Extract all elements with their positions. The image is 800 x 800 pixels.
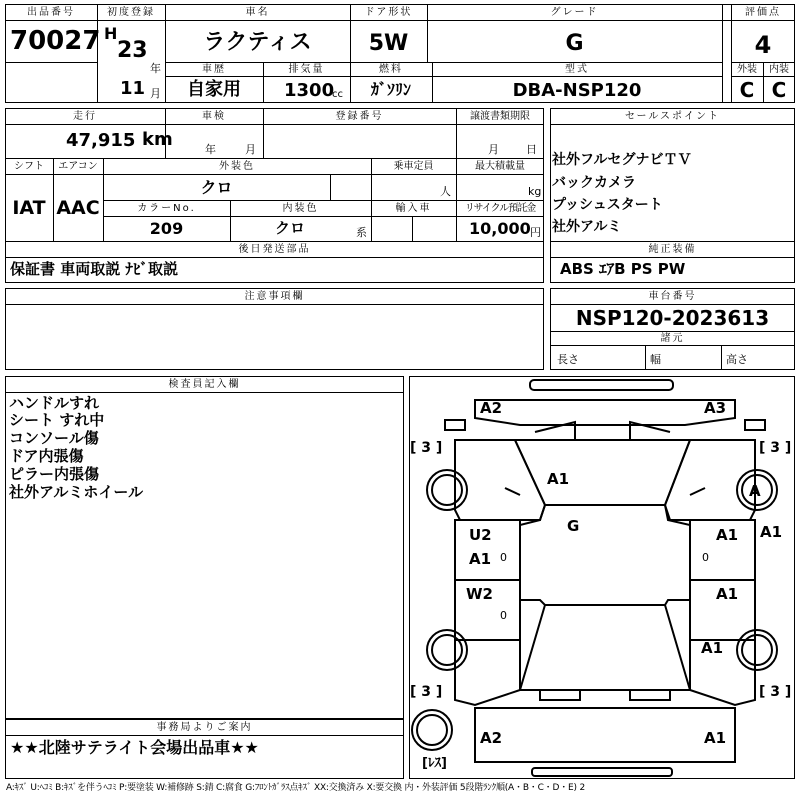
inspector-note: コンソール傷 bbox=[9, 429, 99, 447]
inspector-note: ドア内張傷 bbox=[9, 447, 84, 465]
transfer-day: 日 bbox=[526, 143, 537, 156]
capacity-label: 乗車定員 bbox=[393, 161, 434, 172]
later-label: 後日発送部品 bbox=[238, 244, 311, 255]
sales-item: 社外アルミ bbox=[552, 219, 622, 235]
fuel: ｶﾞｿﾘﾝ bbox=[370, 80, 411, 99]
front-bumper bbox=[530, 380, 673, 390]
color-label: 外装色 bbox=[219, 161, 255, 172]
color-no: 209 bbox=[149, 219, 184, 238]
rear-window bbox=[520, 605, 690, 690]
sales-label: セールスポイント bbox=[624, 111, 721, 122]
equip-label: 純正装備 bbox=[648, 244, 697, 255]
load-unit: kg bbox=[528, 185, 542, 198]
window-mark: 0 bbox=[500, 609, 507, 622]
left-front-fender bbox=[455, 440, 545, 520]
office-label: 事務局よりご案内 bbox=[156, 722, 253, 733]
insp-month-unit: 月 bbox=[245, 143, 256, 156]
ext-score: C bbox=[739, 78, 755, 102]
damage-mark: G bbox=[567, 517, 580, 535]
shift-label: シフト bbox=[14, 161, 44, 172]
disp-label: 排気量 bbox=[288, 64, 325, 75]
int-color-label: 内装色 bbox=[282, 203, 319, 214]
color-no-label: カラーNo. bbox=[137, 203, 196, 214]
tire-tread: [ 3 ] bbox=[410, 440, 443, 456]
tail-light-right bbox=[630, 690, 670, 700]
legend-text: A:ｷｽﾞ U:ﾍｺﾐ B:ｷｽﾞを伴うﾍｺﾐ P:要塗装 W:補修跡 S:錆 C:腐食 G:ﾌﾛﾝﾄｶﾞﾗｽ点ｷｽﾞ XX:交換済み X:要交換 内・外装評価 5段階ﾗﾝｸ順(A・B・C・D・E) 2 bbox=[6, 783, 585, 793]
chassis-label: 車台番号 bbox=[648, 291, 697, 302]
damage-mark: A3 bbox=[704, 399, 727, 417]
mileage-label: 走行 bbox=[73, 111, 97, 122]
mileage: 47,915 bbox=[66, 130, 136, 151]
int-score: C bbox=[771, 78, 787, 102]
inspector-note: シート すれ中 bbox=[9, 411, 105, 429]
tire-tread: [ 3 ] bbox=[410, 684, 443, 700]
office-message: ★★北陸サテライト会場出品車★★ bbox=[10, 738, 259, 757]
tire-tread: [ 3 ] bbox=[759, 684, 792, 700]
score-label: 評価点 bbox=[745, 7, 781, 18]
left-quarter bbox=[455, 640, 520, 705]
tire-tread: [ 3 ] bbox=[759, 440, 792, 456]
window-mark: 0 bbox=[500, 551, 507, 564]
roof bbox=[520, 505, 690, 605]
era: H bbox=[104, 24, 118, 43]
damage-mark: A1 bbox=[469, 550, 492, 568]
chassis-number: NSP120-2023613 bbox=[575, 306, 770, 330]
damage-mark: A2 bbox=[480, 729, 503, 747]
mileage-unit: km bbox=[142, 129, 173, 150]
rear-bumper bbox=[532, 768, 672, 776]
hood bbox=[475, 400, 735, 425]
import-label: 輸入車 bbox=[395, 203, 432, 214]
score: 4 bbox=[754, 31, 772, 59]
ac-label: エアコン bbox=[58, 161, 98, 172]
inspector-note: ピラー内張傷 bbox=[9, 465, 100, 483]
inspector-note: 社外アルミホイール bbox=[9, 483, 144, 501]
inspector-label: 検査員記入欄 bbox=[168, 379, 241, 390]
car-name: ラクティス bbox=[203, 30, 312, 55]
grade: G bbox=[565, 31, 584, 56]
damage-mark: A2 bbox=[480, 399, 503, 417]
lot-number: 70027 bbox=[10, 26, 101, 56]
history-label: 車歴 bbox=[202, 64, 226, 75]
damage-mark: A1 bbox=[704, 729, 727, 747]
lot-label: 出品番号 bbox=[27, 7, 75, 18]
reg-month: 11 bbox=[120, 78, 146, 99]
length-label: 長さ bbox=[557, 353, 579, 366]
right-front-fender bbox=[665, 440, 755, 520]
damage-mark: A1 bbox=[701, 639, 724, 657]
model: DBA-NSP120 bbox=[512, 80, 642, 101]
year-unit: 年 bbox=[150, 62, 161, 75]
damage-mark: A1 bbox=[547, 470, 570, 488]
spec-label: 諸元 bbox=[660, 333, 685, 344]
spare-res: [ﾚｽ] bbox=[422, 756, 447, 771]
int-color-unit: 系 bbox=[356, 226, 367, 239]
damage-mark: A1 bbox=[716, 526, 739, 544]
notes-label: 注意事項欄 bbox=[244, 291, 305, 302]
name-label: 車名 bbox=[245, 7, 270, 18]
int-color: クロ bbox=[274, 219, 305, 237]
reg-year: 23 bbox=[117, 38, 148, 63]
sales-item: 社外フルセグナビＴＶ bbox=[552, 152, 692, 168]
ext-label: 外装 bbox=[737, 64, 757, 75]
sales-item: プッシュスタート bbox=[552, 197, 663, 213]
ac: AAC bbox=[56, 197, 100, 219]
equip-value: ABS ｴｱB PS PW bbox=[560, 260, 686, 278]
capacity-unit: 人 bbox=[440, 185, 451, 198]
body-color: クロ bbox=[200, 178, 233, 197]
height-label: 高さ bbox=[726, 353, 748, 366]
window-mark: 0 bbox=[702, 551, 709, 564]
insp-year-unit: 年 bbox=[205, 143, 216, 156]
door-label: ドア形状 bbox=[364, 7, 413, 18]
damage-mark: W2 bbox=[466, 585, 493, 603]
width-label: 幅 bbox=[650, 353, 661, 366]
shift: IAT bbox=[12, 197, 46, 219]
load-label: 最大積載量 bbox=[475, 161, 525, 172]
door-type: 5W bbox=[368, 31, 409, 56]
damage-mark: A bbox=[749, 482, 761, 500]
grade-label: グレード bbox=[550, 7, 599, 18]
transfer-label: 譲渡書類期限 bbox=[470, 111, 530, 122]
inspector-note: ハンドルすれ bbox=[9, 394, 100, 412]
transfer-month: 月 bbox=[488, 143, 499, 156]
car-diagram bbox=[409, 376, 795, 779]
plate-label: 登録番号 bbox=[335, 111, 384, 122]
month-unit: 月 bbox=[150, 87, 161, 100]
recycle: 10,000 bbox=[469, 219, 531, 238]
fuel-label: 燃料 bbox=[379, 64, 403, 75]
disp-unit: cc bbox=[332, 89, 343, 100]
tail-light-left bbox=[540, 690, 580, 700]
history: 自家用 bbox=[187, 79, 241, 100]
damage-mark: A1 bbox=[716, 585, 739, 603]
rear-panel bbox=[475, 708, 735, 762]
damage-mark: U2 bbox=[469, 526, 492, 544]
int-label: 内装 bbox=[769, 64, 789, 75]
sales-item: バックカメラ bbox=[552, 175, 636, 191]
reg-label: 初度登録 bbox=[107, 7, 155, 18]
recycle-unit: 円 bbox=[530, 226, 541, 239]
inspection-label: 車検 bbox=[202, 111, 226, 122]
displacement: 1300 bbox=[284, 80, 335, 101]
later-parts: 保証書 車両取説 ﾅﾋﾞ取説 bbox=[10, 260, 178, 278]
recycle-label: リサイクル預託金 bbox=[464, 203, 536, 214]
damage-mark: A1 bbox=[760, 523, 783, 541]
model-label: 型式 bbox=[565, 64, 589, 75]
